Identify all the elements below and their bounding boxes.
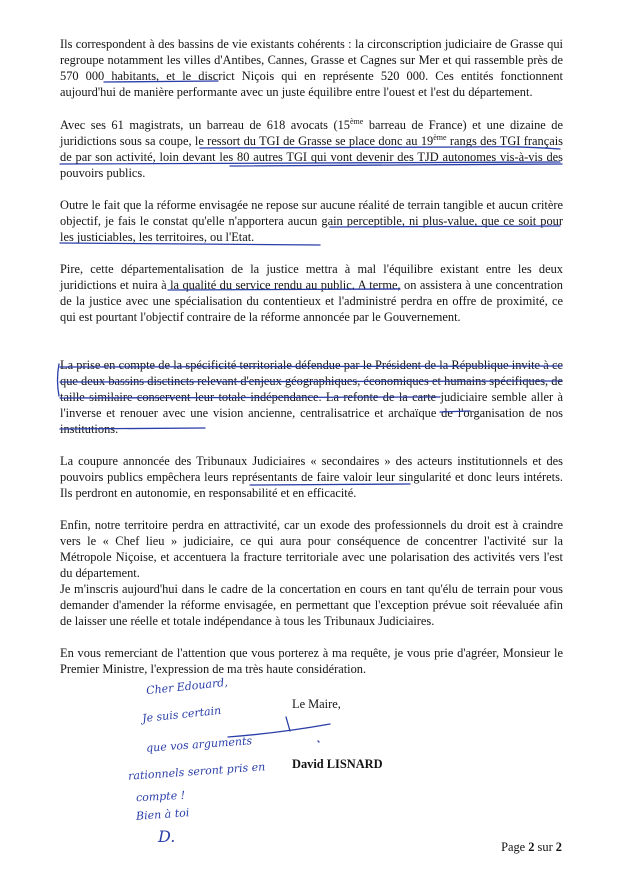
paragraph-text: Ils correspondent à des bassins de vie existants cohérents : la circonscription judiciaire de Grasse qui regroupe notamment les villes d'Antibes, Cannes, Grasse et Cagnes sur Mer et qui rassemble près de 570 000 habitants, et le discrict Niçois qui en représente 520 000. Ces entités fonctionnent aujourd'hui de manière performante avec un juste équilibre entre l'ouest et l'est du département. bbox=[60, 37, 563, 99]
handwritten-line: que vos arguments bbox=[145, 734, 253, 755]
paragraph-text: En vous remerciant de l'attention que vous porterez à ma requête, je vous prie d'agréer, Monsieur le Premier Ministre, l'expression de ma très haute considération. bbox=[60, 646, 563, 676]
paragraph-2 bbox=[60, 117, 563, 181]
paragraph-text: Enfin, notre territoire perdra en attractivité, car un exode des professionnels du droit est à craindre vers le « Chef lieu » judiciaire, ce qui aura pour conséquence de concentrer l'activité sur la Métropole Niçoise, et accentuera la fracture territoriale avec une polarisation des activités vers l'est du département. bbox=[60, 518, 563, 580]
handwritten-line: D. bbox=[158, 827, 176, 846]
paragraph-text: La coupure annoncée des Tribunaux Judiciaires « secondaires » des acteurs institutionnels et des pouvoirs publics empêchera leurs représentants de faire valoir leur singularité et donc leurs intérets. Ils perdront en autonomie, en responsabilité et en efficacité. bbox=[60, 454, 563, 500]
signature-title: Le Maire, bbox=[292, 697, 341, 711]
paragraph-text: La prise en compte de la spécificité territoriale défendue par le Président de la République invite à ce que deux bassins disctincts relevant d'enjeux géographiques, économiques et humains spécifiques, de taille similaire conservent leur totale indépendance. La refonte de la carte judiciaire semble aller à l'inverse et renouer avec une vision ancienne, centralisatrice et archaïque de l'organisation de nos institutions. bbox=[60, 358, 563, 436]
signer-name: David LISNARD bbox=[292, 757, 383, 771]
superscript: ème bbox=[433, 132, 447, 142]
paragraph-text: Pire, cette départementalisation de la justice mettra à mal l'équilibre existant entre les deux juridictions et nuira à la qualité du service rendu au public. A terme, on assistera à une concentration de la justice avec une spécialisation du contentieux et l'administré perdra en offre de proximité, ce qui est pourtant l'objectif contraire de la réforme annoncée par le Gouvernement. bbox=[60, 262, 563, 324]
handwritten-line: Cher Edouard, bbox=[145, 675, 229, 698]
paragraph-5 bbox=[60, 357, 563, 437]
page-number-current: 2 bbox=[528, 840, 535, 854]
page-number-prefix: Page bbox=[501, 840, 529, 854]
paragraph-text: rangs des TGI français de par son activité, loin devant les 80 autres TGI qui vont devenir des TJD autonomes vis-à-vis des pouvoirs publics. bbox=[60, 134, 563, 180]
handwritten-line: Bien à toi bbox=[135, 806, 190, 823]
paragraph-1 bbox=[60, 36, 563, 100]
paragraph-7 bbox=[60, 517, 563, 581]
paragraph-6 bbox=[60, 453, 563, 501]
handwritten-line: Je suis certain bbox=[141, 703, 222, 726]
handwritten-line: rationnels seront pris en bbox=[127, 760, 266, 783]
paragraph-text: Outre le fait que la réforme envisagée ne repose sur aucune réalité de terrain tangible et aucun critère objectif, je fais le constat qu'elle n'apportera aucun gain perceptible, ni plus-value, que ce soit pour les justiciables, les territoires, ou l'Etat. bbox=[60, 198, 563, 244]
paragraph-3 bbox=[60, 197, 563, 245]
paragraph-9 bbox=[60, 645, 563, 677]
page-number bbox=[501, 840, 562, 855]
paragraph-8 bbox=[60, 581, 563, 629]
page-number-middle: sur bbox=[534, 840, 556, 854]
page-number-total: 2 bbox=[555, 840, 562, 854]
paragraph-4 bbox=[60, 261, 563, 325]
handwritten-line: compte ! bbox=[135, 788, 186, 805]
paragraph-text: Je m'inscris aujourd'hui dans le cadre de la concertation en cours en tant qu'élu de terrain pour vous demander d'amender la réforme envisagée, en permettant que l'exception prévue soit réevaluée afin de laisser une réelle et totale indépendance à tous les Tribunaux Judiciaires. bbox=[60, 582, 563, 628]
sidebar-bracket bbox=[58, 364, 60, 396]
paragraph-text: barreau de France) et une dizaine de juridictions sous sa coupe, le ressort du TGI de Grasse se place donc au 19 bbox=[60, 118, 563, 148]
initial-mark bbox=[318, 741, 319, 742]
superscript: ème bbox=[350, 116, 364, 126]
paragraph-text: Avec ses 61 magistrats, un barreau de 618 avocats (15 bbox=[60, 118, 350, 132]
